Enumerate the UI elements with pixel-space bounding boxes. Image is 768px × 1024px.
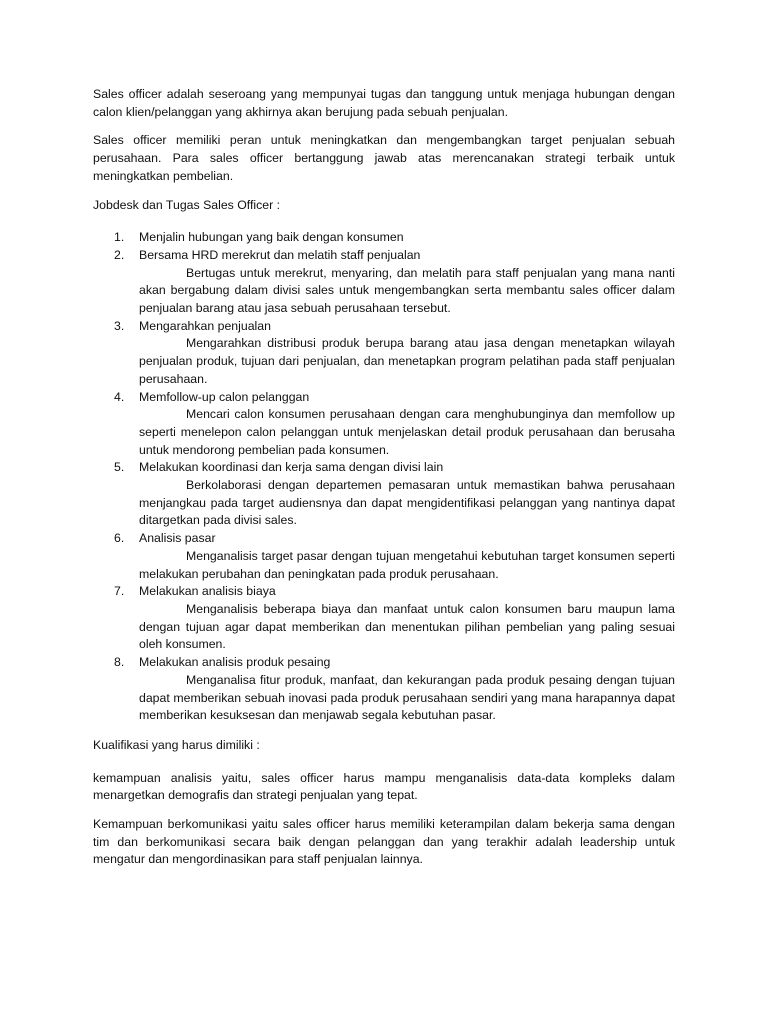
list-item-description: Menganalisa fitur produk, manfaat, dan kekurangan pada produk pesaing dengan tujuan dapat memberikan sebuah inovasi pada produk perusahaan sendiri yang mana harapannya dapat memberikan kesuksesan dan menjawab segala kebutuhan pasar. [139, 672, 675, 723]
list-item [93, 654, 675, 725]
list-item-number: 4. [114, 389, 125, 404]
list-item-description: Mengarahkan distribusi produk berupa barang atau jasa dengan menetapkan wilayah penjualan produk, tujuan dari penjualan, dan menetapkan program pelatihan pada staff penjualan perusahaan. [139, 336, 675, 386]
list-item-number: 2. [114, 247, 125, 262]
list-item-number: 8. [114, 655, 125, 670]
list-item [93, 459, 675, 530]
list-item-description: Menganalisis beberapa biaya dan manfaat untuk calon konsumen baru maupun lama dengan tujuan agar dapat memberikan dan menentukan pilihan pembelian yang paling sesuai oleh konsumen. [139, 601, 675, 652]
list-item [93, 229, 675, 247]
list-item [93, 583, 675, 654]
jobdesk-heading: Jobdesk dan Tugas Sales Officer : [93, 197, 281, 212]
list-item-title: Melakukan analisis produk pesaing [139, 655, 331, 670]
jobdesk-list [93, 229, 675, 725]
list-item-title: Melakukan analisis biaya [139, 584, 276, 599]
intro-paragraph: Sales officer adalah seseroang yang mempunyai tugas dan tanggung untuk menjaga hubungan dengan calon klien/pelanggan yang akhirnya akan berujung pada sebuah penjualan. [93, 87, 675, 119]
document-page [93, 86, 675, 880]
list-item-number: 6. [114, 531, 125, 546]
list-item-title: Memfollow-up calon pelanggan [139, 389, 310, 404]
qualification-paragraph: kemampuan analisis yaitu, sales officer harus mampu menganalisis data-data kompleks dalam menargetkan demografis dan strategi penjualan yang tepat. [93, 770, 675, 803]
list-item-description: Bertugas untuk merekrut, menyaring, dan melatih para staff penjualan yang mana nanti akan bergabung dalam divisi sales untuk mengembangkan serta membantu sales officer dalam penjualan barang atau jasa sebuah perusahaan tersebut. [139, 265, 675, 316]
qualification-paragraph: Kemampuan berkomunikasi yaitu sales officer harus memiliki keterampilan dalam bekerja sama dengan tim dan berkomunikasi secara baik dengan pelanggan dan yang terakhir adalah leadership untuk mengatur dan mengordinasikan para staff penjualan lainnya. [93, 817, 675, 867]
list-item-title: Menjalin hubungan yang baik dengan konsumen [139, 230, 404, 245]
qualification-heading: Kualifikasi yang harus dimiliki : [93, 737, 260, 752]
intro-paragraph: Sales officer memiliki peran untuk meningkatkan dan mengembangkan target penjualan sebuah perusahaan. Para sales officer bertanggung jawab atas merencanakan strategi terbaik untuk meningkatkan pembelian. [93, 133, 675, 183]
list-item-description: Berkolaborasi dengan departemen pemasaran untuk memastikan bahwa perusahaan menjangkau pada target audiensnya dan dapat mengidentifikasi pelanggan yang nantinya dapat ditargetkan pada divisi sales. [139, 478, 675, 528]
list-item-number: 7. [114, 584, 125, 599]
list-item-title: Melakukan koordinasi dan kerja sama dengan divisi lain [139, 460, 444, 475]
list-item-title: Mengarahkan penjualan [139, 318, 271, 333]
list-item-title: Bersama HRD merekrut dan melatih staff penjualan [139, 247, 421, 262]
list-item-number: 3. [114, 318, 125, 333]
list-item-description: Mencari calon konsumen perusahaan dengan cara menghubunginya dan memfollow up seperti menelepon calon pelanggan untuk menjelaskan detail produk perusahaan dan berusaha untuk mendorong pembelian pada konsumen. [139, 407, 675, 457]
list-item-description: Menganalisis target pasar dengan tujuan mengetahui kebutuhan target konsumen seperti melakukan perubahan dan peningkatan pada produk perusahaan. [139, 548, 675, 581]
list-item-title: Analisis pasar [139, 531, 216, 546]
list-item [93, 389, 675, 460]
list-item-number: 1. [114, 230, 125, 245]
list-item [93, 530, 675, 583]
list-item [93, 247, 675, 318]
list-item-number: 5. [114, 460, 125, 475]
list-item [93, 318, 675, 389]
